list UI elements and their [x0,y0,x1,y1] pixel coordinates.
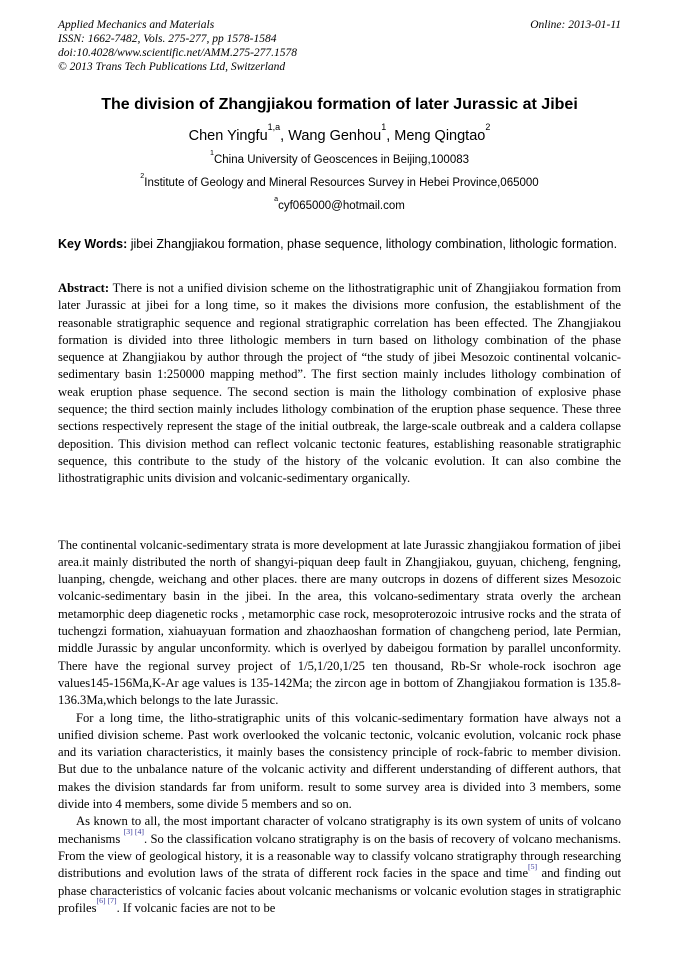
affiliation-marker: 2 [140,171,145,180]
authors-line: Chen Yingfu$^{1,a}$, Wang Genhou$^1$, Meng Qingtao$^2$ [188,122,491,144]
abstract-paragraph [58,280,621,488]
keywords-paragraph [58,236,621,253]
citation-link[interactable]: [5] [528,861,538,871]
copyright-line: © 2013 Trans Tech Publications Ltd, Switzerland [58,61,286,73]
author-name: Chen Yingfu [188,128,268,144]
affiliation-marker: 1 [209,148,214,157]
citation-link[interactable]: [6] [7] [96,896,117,906]
journal-title: Applied Mechanics and Materials [58,19,215,31]
author-affiliation-marker: 1 [381,122,387,133]
journal-info-block [58,18,297,74]
email-marker: a [274,194,279,203]
body-paragraph: As known to all, the most important character of volcano stratigraphy is its own system of units of volcano mechanisms [3] [4]. So the classification volcano stratigraphy is on the basis of recovery of volcano mechanisms. From the view of geological history, it is a reasonable way to classify volcano stratigraphy through researching distributions and evolution laws of the strata of different rock facies in the space and time[5] and finding out phase characteristics of volcanic facies about volcanic mechanisms or volcanic evolution stages in stratigraphic profiles[6] [7]. If volcanic facies are not to be [58,814,621,915]
citation-link[interactable]: [3] [4] [123,826,144,836]
body-paragraph: For a long time, the litho-stratigraphic units of this volcanic-sedimentary formation have always not a unified division scheme. Past work overlooked the volcanic tectonic, volcanic evolution, volcanic rock phase and its variation characteristics, it mainly bases the consistency principle of rock-fabric to member division. But due to the unbalance nature of the volcanic activity and different understanding of different authors, that makes the division standards far from uniform. result to some survey area is divided into 3 members, some divide into 4 members, some divide 5 members and so on. [58,710,621,812]
abstract-text: There is not a unified division scheme on the lithostratigraphic unit of Zhangjiakou formation from later Jurassic at jibei for a long time, so it makes the divisions more confusion, the establishment of the reasonable stratigraphic sequence and regional stratigraphic correlation has been effected. The Zhangjiakou formation is divided into three lithologic members in turn based on lithology combination of the phase sequence at Zhangjiakou by author through the project of “the study of jibei Mesozoic continental volcanic-sedimentary basin 1:250000 mapping method”. The first section mainly includes lithology combination of weak eruption phase sequence. The second section is main the lithology combination of explosive phase sequence; the third section mainly includes lithology combination of the eruption phase sequence. These three sections respectively represent the stage of the initial outbreak, the large-scale outbreak and a caldera collapse deposition. This division method can reflect volcanic tectonic features, establishing reasonable stratigraphic sequence, this contribute to the study of the history of the volcanic evolution. It can also combine the lithostratigraphic units division and volcanic-sedimentary organically. [58,281,621,486]
email-address: cyf065000@hotmail.com [278,200,405,212]
affiliation-line: $^1$China University of Geoscences in Beijing,100083 [209,148,470,166]
doi-line: doi:10.4028/www.scientific.net/AMM.275-277.1578 [58,47,298,59]
author-name: Wang Genhou [288,128,382,144]
page-header [58,18,621,74]
author-affiliation-marker: 1,a [267,122,281,133]
abstract-label: Abstract: [58,281,110,295]
author-affiliation-marker: 2 [485,122,491,133]
body-text [58,537,621,918]
paper-title: The division of Zhangjiakou formation of later Jurassic at Jibei [101,96,578,113]
email-line [58,194,621,213]
affiliation-line: $^2$Institute of Geology and Mineral Resources Survey in Hebei Province,065000 [140,171,539,189]
affiliations-block [58,148,621,190]
author-name: Meng Qingtao [394,128,486,144]
issn-line: ISSN: 1662-7482, Vols. 275-277, pp 1578-1584 [58,33,277,45]
keywords-text: jibei Zhangjiakou formation, phase sequence, lithology combination, lithologic formation. [127,237,618,251]
body-paragraph: The continental volcanic-sedimentary strata is more development at late Jurassic zhangjiakou formation of jibei area.it mainly distributed the north of shangyi-piquan deep fault in Zhangjiakou, guyuan, chicheng, fengning, luanping, chengde, weichang and other places. there are many outcrops in dozens of different sizes Mesozoic volcanic-sedimentary basin in the jibei. In the area, this volcano-sedimentary strata overly the archean metamorphic deep diagenetic rocks , metamorphic case rock, mesoproterozoic intrusive rocks and the strata of tuchengzi formation, xiahuayuan formation and zhaozhaoshan formation of changcheng period, late Permian, middle Jurassic by angular unconformity. which is overlyed by dabeigou formation by parallel unconformity. There have the regional survey project of 1/5,1/20,1/25 ten thousand, Rb-Sr whole-rock isochron age values145-156Ma,K-Ar age values is 135-142Ma; the zircon age in bottom of Zhangjiakou formation is 135.8-136.3Ma,which belongs to the late Jurassic. [58,537,621,708]
online-date: Online: 2013-01-11 [530,19,621,31]
keywords-label: Key Words: [58,237,128,251]
